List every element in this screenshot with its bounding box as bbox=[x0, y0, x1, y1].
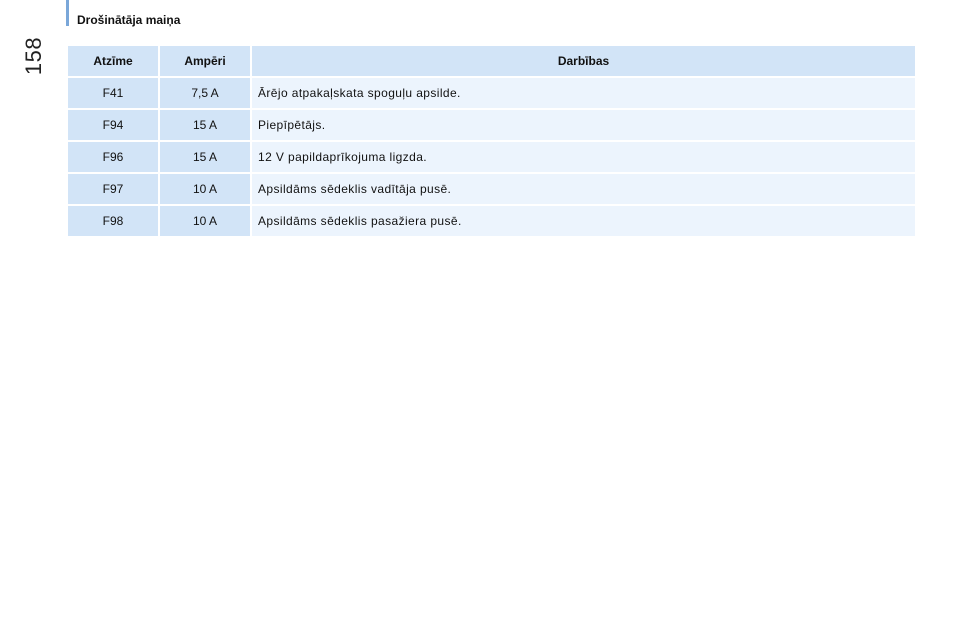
fuse-description-cell: 12 V papildaprīkojuma ligzda. bbox=[252, 142, 915, 174]
column-header-description: Darbības bbox=[252, 46, 915, 78]
fuse-table bbox=[68, 46, 915, 238]
fuse-description-cell: Apsildāms sēdeklis vadītāja pusē. bbox=[252, 174, 915, 206]
fuse-code-cell: F97 bbox=[68, 174, 160, 206]
fuse-amps-cell: 10 A bbox=[160, 206, 252, 238]
fuse-amps-cell: 15 A bbox=[160, 110, 252, 142]
fuse-description-cell: Ārējo atpakaļskata spoguļu apsilde. bbox=[252, 78, 915, 110]
fuse-amps-cell: 7,5 A bbox=[160, 78, 252, 110]
section-accent-bar bbox=[66, 0, 69, 26]
page-number: 158 bbox=[21, 36, 46, 76]
column-header-amps: Ampēri bbox=[160, 46, 252, 78]
fuse-description-cell: Apsildāms sēdeklis pasažiera pusē. bbox=[252, 206, 915, 238]
fuse-amps-cell: 10 A bbox=[160, 174, 252, 206]
fuse-description-cell: Piepīpētājs. bbox=[252, 110, 915, 142]
table-row bbox=[68, 142, 915, 174]
table-row bbox=[68, 78, 915, 110]
fuse-code-cell: F98 bbox=[68, 206, 160, 238]
fuse-amps-cell: 15 A bbox=[160, 142, 252, 174]
fuse-code-cell: F41 bbox=[68, 78, 160, 110]
table-row bbox=[68, 110, 915, 142]
section-title: Drošinātāja maiņa bbox=[77, 13, 181, 27]
fuse-code-cell: F96 bbox=[68, 142, 160, 174]
fuse-code-cell: F94 bbox=[68, 110, 160, 142]
table-header-row bbox=[68, 46, 915, 78]
table-row bbox=[68, 174, 915, 206]
column-header-code: Atzīme bbox=[68, 46, 160, 78]
table-row bbox=[68, 206, 915, 238]
